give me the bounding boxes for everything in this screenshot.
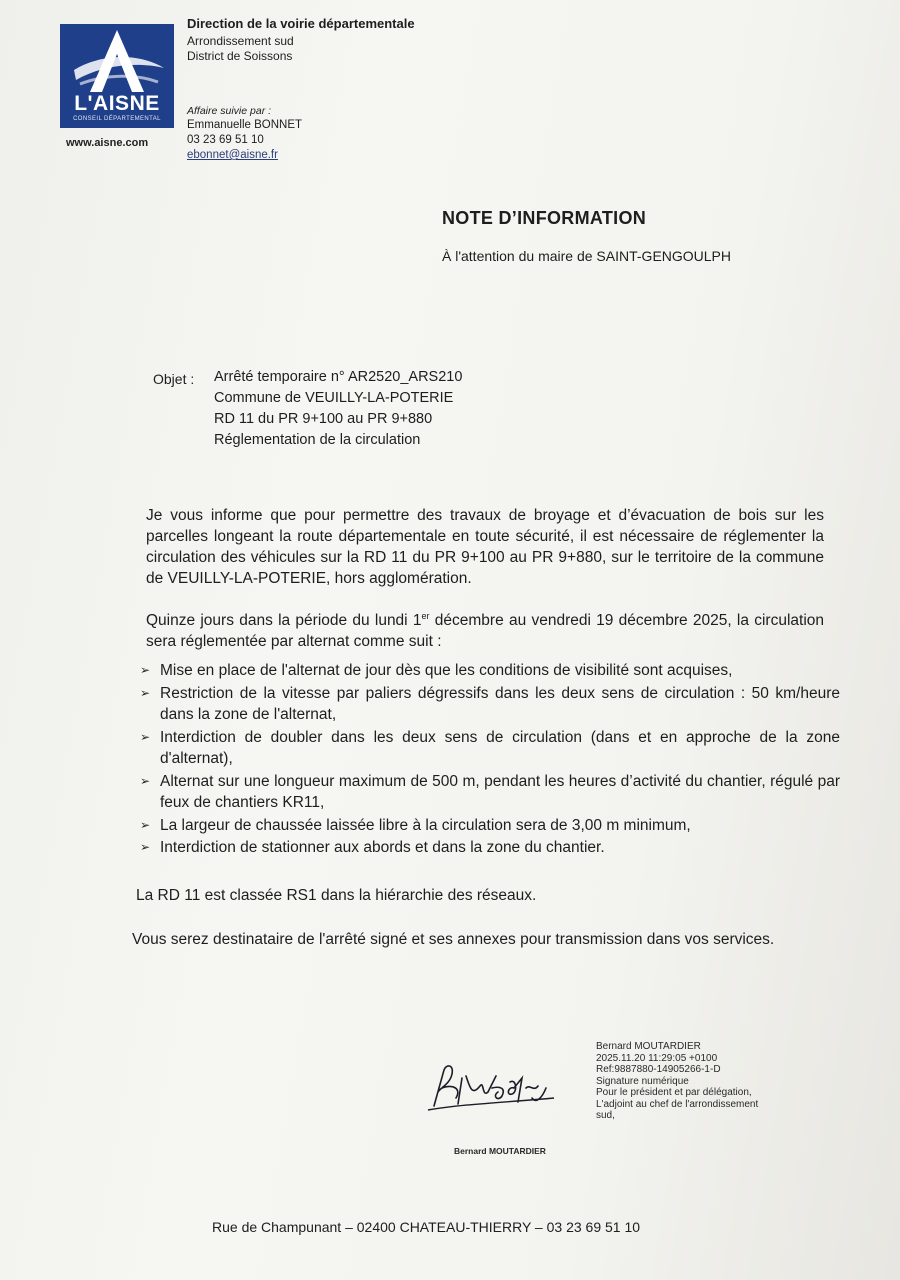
objet-line: Réglementation de la circulation [214,432,421,448]
list-item [140,771,840,814]
handwritten-signature [422,1058,562,1118]
arrow-bullet-icon: ➢ [140,840,151,854]
objet-line: Arrêté temporaire n° AR2520_ARS210 [214,369,463,385]
list-item-text: Interdiction de stationner aux abords et dans la zone du chantier. [160,839,605,856]
list-item [140,815,840,837]
list-item-text: Alternat sur une longueur maximum de 500 m, pendant les heures d’activité du chantier, régulé par feux de chantiers KR11, [160,772,840,811]
list-item [140,727,840,770]
logo-subtitle: CONSEIL DÉPARTEMENTAL [73,116,161,122]
paragraph-closing: Vous serez destinataire de l'arrêté signé et ses annexes pour transmission dans vos services. [132,931,775,948]
signature-line: L'adjoint au chef de l'arrondissement [596,1098,759,1110]
website-link[interactable]: www.aisne.com [66,137,149,149]
period-text-start: Quinze jours dans la période du lundi 1 [146,612,422,630]
list-item [140,683,840,726]
arrow-bullet-icon: ➢ [140,729,151,744]
followed-label: Affaire suivie par : [187,105,272,117]
arrow-bullet-icon: ➢ [140,773,151,788]
contact-phone: 03 23 69 51 10 [187,134,264,146]
signature-line: Bernard MOUTARDIER [596,1041,701,1052]
objet-line: Commune de VEUILLY-LA-POTERIE [214,390,454,406]
measures-list [140,660,840,860]
arrow-bullet-icon: ➢ [140,663,151,677]
paragraph-period [146,606,824,652]
objet-label: Objet : [153,371,195,387]
sender-district: District de Soissons [187,49,293,63]
objet-lines [214,367,462,451]
paragraph-intro: Je vous informe que pour permettre des travaux de broyage et d’évacuation de bois sur les parcelles longeant la route départementale en toute sécurité, il est nécessaire de réglementer la circulation des véhicules sur la RD 11 du PR 9+100 au PR 9+880, sur le territoire de la commune de VEUILLY-LA-POTERIE, hors agglomération. [146,507,824,587]
arrow-bullet-icon: ➢ [140,685,151,700]
list-item-text: Interdiction de doubler dans les deux sens de circulation (dans et en approche de la zone d'alternat), [160,728,840,767]
signature-line: Ref:9887880-14905266-1-D [596,1064,721,1075]
signature-line: sud, [596,1110,615,1121]
signature-line: 2025.11.20 11:29:05 +0100 [596,1052,718,1064]
attention-line: À l'attention du maire de SAINT-GENGOULPH [442,248,732,264]
signature-line: Signature numérique [596,1075,689,1087]
list-item-text: La largeur de chaussée laissée libre à la circulation sera de 3,00 m minimum, [160,816,691,834]
contact-name: Emmanuelle BONNET [187,119,303,131]
list-item-text: Mise en place de l'alternat de jour dès que les conditions de visibilité sont acquises, [160,662,733,679]
document-title: NOTE D’INFORMATION [442,208,647,228]
footer-address: Rue de Champunant – 02400 CHATEAU-THIERRY – 03 23 69 51 10 [212,1219,641,1235]
sender-direction: Direction de la voirie départementale [187,16,415,31]
signature-line: Pour le président et par délégation, [596,1087,752,1098]
signatory-name: Bernard MOUTARDIER [454,1146,546,1156]
objet-line: RD 11 du PR 9+100 au PR 9+880 [214,411,433,427]
list-item-text: Restriction de la vitesse par paliers dégressifs dans les deux sens de circulation : 50 km/heure dans la zone de l'alternat, [160,684,840,723]
arrow-bullet-icon: ➢ [140,817,151,832]
list-item [140,837,840,859]
period-text-end: décembre au vendredi 19 décembre 2025, la circulation sera réglementée par alternat comme suit : [146,612,825,651]
period-superscript: er [421,611,430,621]
contact-email[interactable]: ebonnet@aisne.fr [187,149,278,161]
list-item [140,660,840,682]
digital-signature-block [596,1041,758,1122]
paragraph-classification: La RD 11 est classée RS1 dans la hiérarchie des réseaux. [136,887,537,904]
sender-arrondissement: Arrondissement sud [187,34,294,48]
logo-name: L'AISNE [74,92,160,115]
